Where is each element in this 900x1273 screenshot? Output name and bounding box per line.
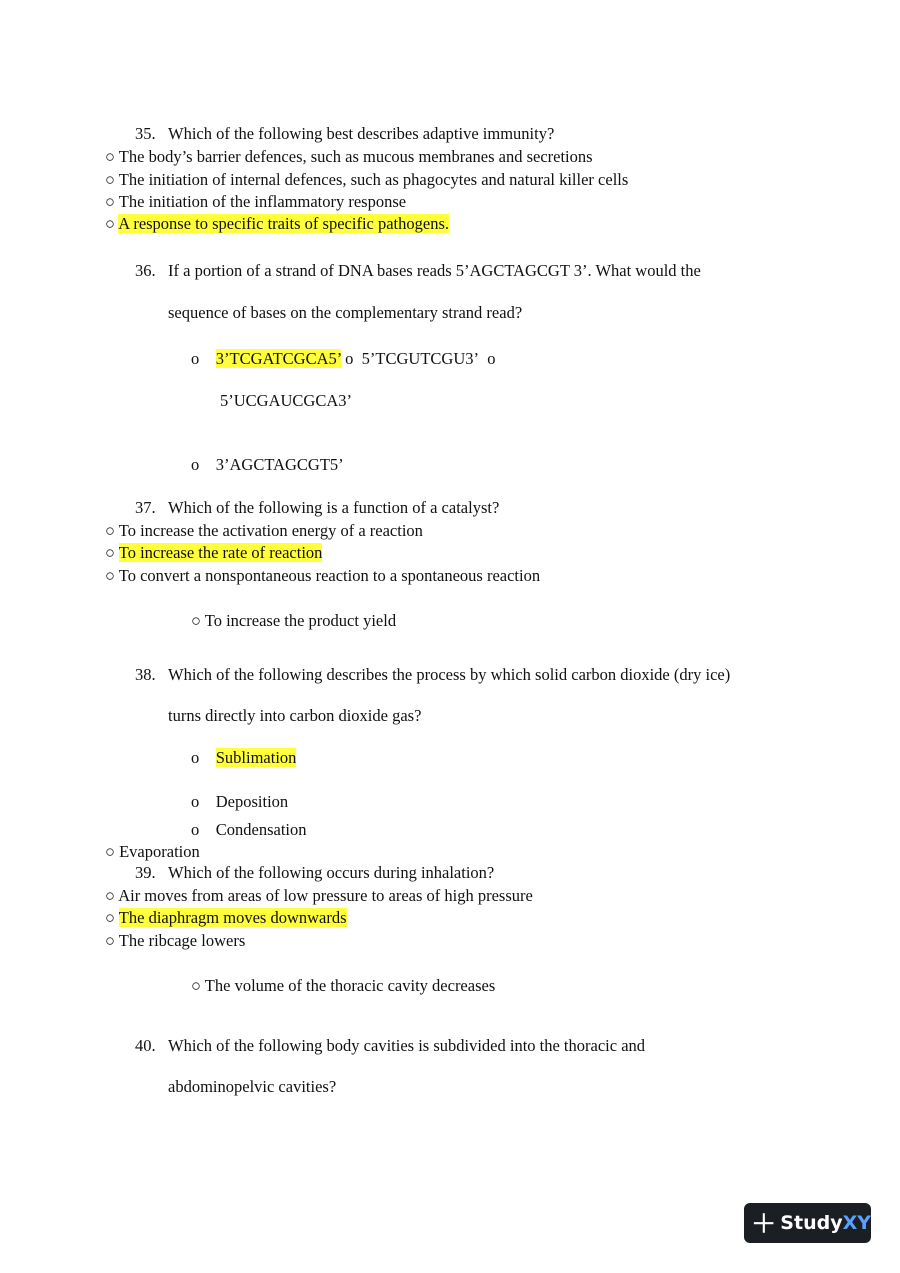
option-marker: o: [191, 792, 200, 811]
studyxy-logo[interactable]: [744, 1203, 871, 1243]
question-36: [135, 261, 701, 281]
option-marker: ○: [105, 170, 115, 189]
option: [105, 170, 628, 190]
option-marker: o: [191, 748, 200, 767]
question-38: [135, 665, 730, 685]
option-marker: o: [487, 349, 496, 368]
plus-icon: [753, 1211, 774, 1235]
question-number: 36.: [135, 261, 156, 280]
option-text: To convert a nonspontaneous reaction to a spontaneous reaction: [118, 566, 541, 585]
option-text: Air moves from areas of low pressure to areas of high pressure: [118, 886, 533, 905]
option-text: The initiation of the inflammatory response: [118, 192, 407, 211]
highlighted-answer: 3’TCGATCGCA5’: [215, 349, 342, 368]
option-text: Deposition: [215, 792, 289, 811]
option-text: The initiation of internal defences, such as phagocytes and natural killer cells: [118, 170, 629, 189]
option-marker: o: [191, 455, 200, 474]
option-marker: ○: [105, 886, 115, 905]
question-text: Which of the following is a function of a catalyst?: [168, 498, 500, 517]
question-39: [135, 863, 494, 883]
option: [191, 792, 288, 812]
option-marker: o: [191, 820, 200, 839]
question-text-continued: abdominopelvic cavities?: [168, 1077, 337, 1096]
question-text: If a portion of a strand of DNA bases reads 5’AGCTAGCGT 3’. What would the: [168, 261, 701, 280]
option-text: To increase the activation energy of a reaction: [118, 521, 423, 540]
option-marker: ○: [105, 192, 115, 211]
option-marker: ○: [105, 147, 115, 166]
option-answer: [191, 748, 296, 768]
option-marker: ○: [105, 931, 115, 950]
option-marker: ○: [105, 842, 115, 861]
option: [191, 611, 396, 631]
option: [105, 147, 593, 167]
option: [191, 976, 495, 996]
option-marker: o: [191, 349, 200, 368]
question-number: 40.: [135, 1036, 156, 1055]
option-marker: ○: [105, 543, 115, 562]
option-text: The ribcage lowers: [118, 931, 246, 950]
question-number: 35.: [135, 124, 156, 143]
option-text: Evaporation: [119, 842, 200, 861]
question-text: Which of the following occurs during inhalation?: [168, 863, 495, 882]
question-text: Which of the following best describes adaptive immunity?: [168, 124, 555, 143]
option-answer: [105, 543, 322, 563]
option-row: [191, 349, 495, 369]
question-35: [135, 124, 554, 144]
option-marker: ○: [105, 566, 115, 585]
question-text-continued: turns directly into carbon dioxide gas?: [168, 706, 422, 725]
option-text: 5’TCGUTCGU3’: [361, 349, 479, 368]
option-text: Condensation: [215, 820, 307, 839]
option-text: 5’UCGAUCGCA3’: [220, 391, 352, 410]
question-40: [135, 1036, 645, 1056]
question-number: 39.: [135, 863, 156, 882]
option-text: 3’AGCTAGCGT5’: [215, 455, 344, 474]
option-text: The volume of the thoracic cavity decreases: [204, 976, 496, 995]
option: [105, 566, 540, 586]
option-marker: ○: [105, 214, 115, 233]
question-text: Which of the following body cavities is subdivided into the thoracic and: [168, 1036, 646, 1055]
option: [191, 820, 307, 840]
option-answer: [105, 908, 347, 928]
option-answer: [105, 214, 449, 234]
option-marker: ○: [105, 908, 115, 927]
option: [105, 886, 533, 906]
highlighted-answer: The diaphragm moves downwards: [118, 908, 347, 927]
brand-name-part1: Study: [780, 1212, 843, 1234]
option: [105, 192, 406, 212]
question-number: 38.: [135, 665, 156, 684]
question-37: [135, 498, 499, 518]
brand-name-part2: XY: [842, 1212, 871, 1234]
option-marker: ○: [191, 611, 201, 630]
highlighted-answer: A response to specific traits of specific pathogens.: [118, 214, 450, 233]
question-number: 37.: [135, 498, 156, 517]
option-text: To increase the product yield: [204, 611, 397, 630]
highlighted-answer: To increase the rate of reaction: [118, 543, 323, 562]
highlighted-answer: Sublimation: [215, 748, 297, 767]
option-marker: ○: [105, 521, 115, 540]
option: [105, 521, 423, 541]
option-marker: ○: [191, 976, 201, 995]
option: [191, 455, 344, 475]
question-text: Which of the following describes the process by which solid carbon dioxide (dry ice): [168, 665, 731, 684]
option-text: The body’s barrier defences, such as mucous membranes and secretions: [118, 147, 593, 166]
question-text-continued: sequence of bases on the complementary strand read?: [168, 303, 523, 322]
option-marker: o: [345, 349, 354, 368]
option: [105, 931, 245, 951]
option: [105, 842, 200, 862]
